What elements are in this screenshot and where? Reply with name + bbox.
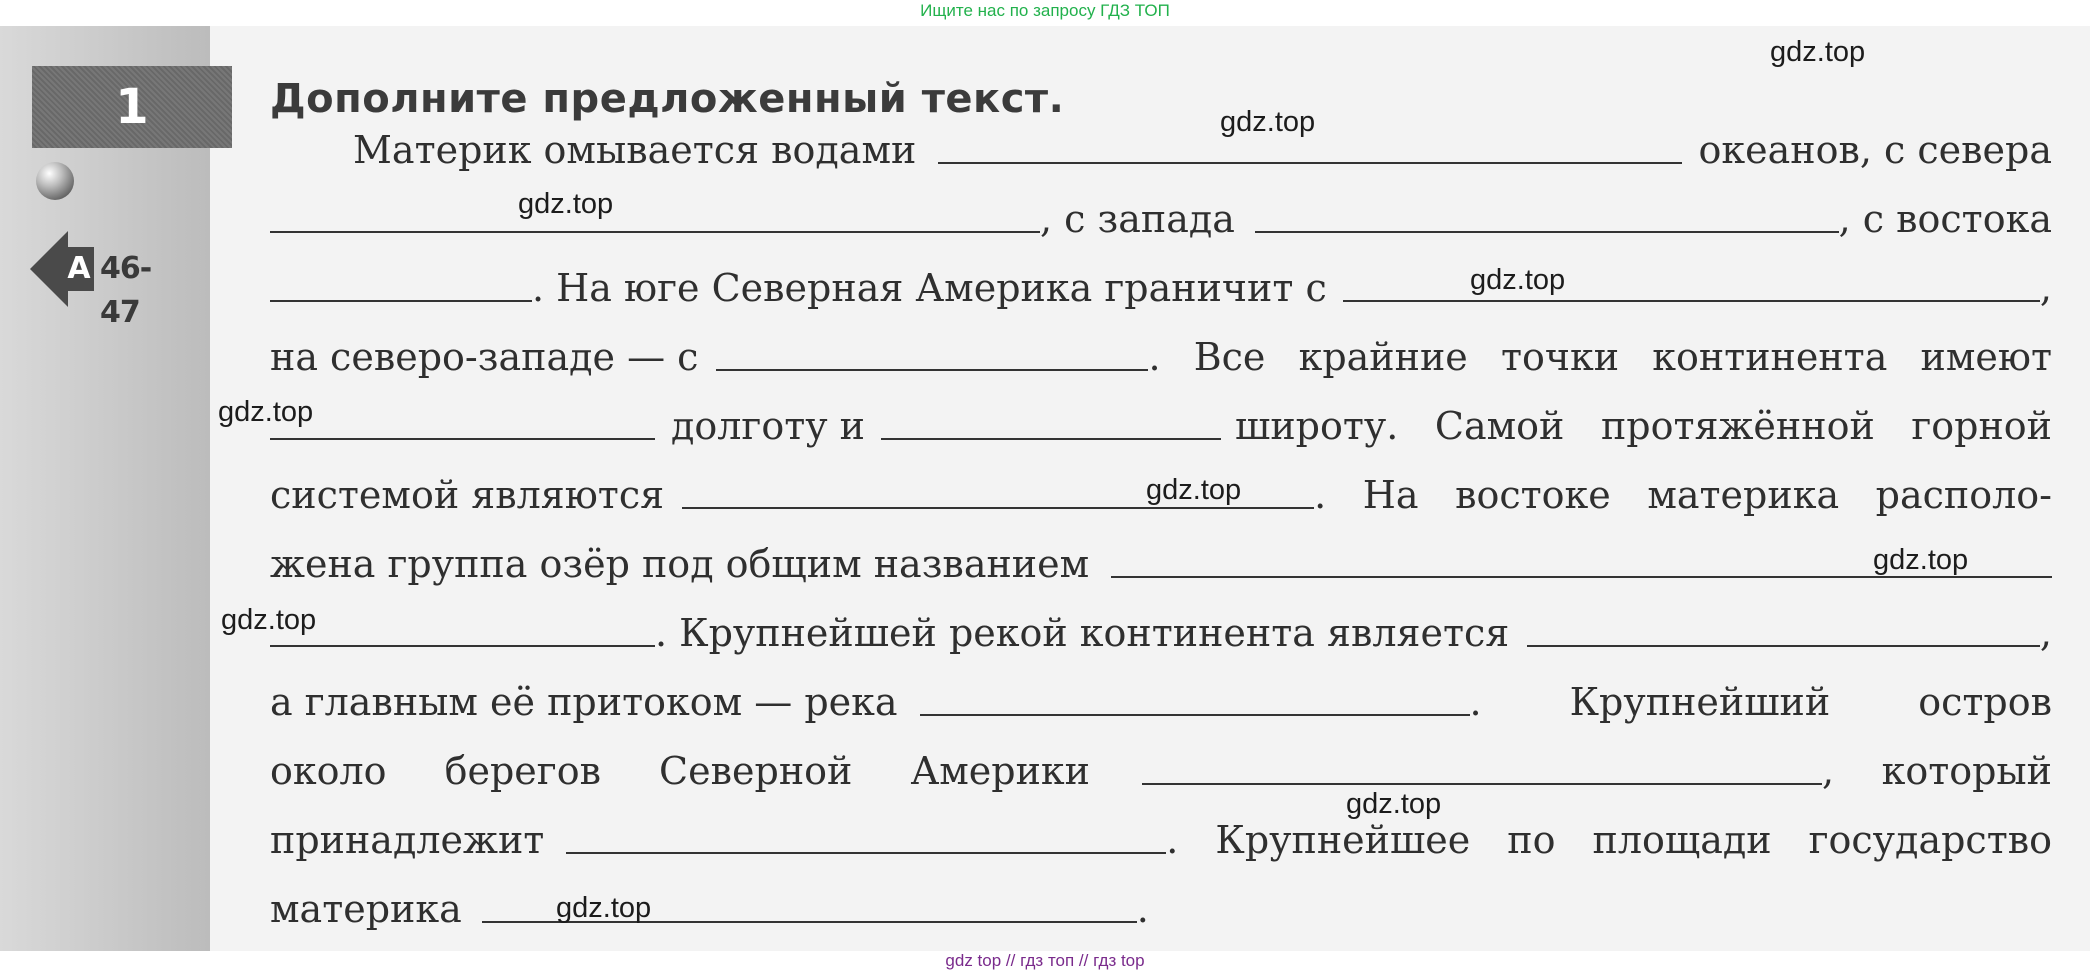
watermark: gdz.top — [221, 604, 317, 636]
atlas-pages: 46-47 — [100, 251, 152, 330]
text-segment: . Крупнейшей рекой континента является — [655, 611, 1510, 655]
watermark: gdz.top — [1346, 788, 1442, 820]
answer-blank-east[interactable] — [270, 300, 532, 302]
watermark: gdz.top — [1873, 544, 1969, 576]
watermark: gdz.top — [556, 892, 652, 924]
atlas-letter: А — [64, 247, 94, 291]
text-segment: , с запада — [1040, 197, 1235, 241]
sphere-icon — [36, 162, 74, 200]
watermark: gdz.top — [1770, 36, 1866, 68]
text-segment: на северо-западе — с — [270, 335, 699, 379]
text-line-12 — [270, 879, 2052, 931]
text-segment: долготу и — [671, 404, 865, 448]
text-line-8 — [270, 603, 2052, 655]
bottom-banner[interactable]: gdz top // гдз топ // гдз top — [945, 951, 1145, 970]
text-segment: . Крупнейший остров — [1469, 680, 2052, 724]
text-segment: жена группа озёр под общим названием — [270, 542, 1090, 586]
answer-blank-northwest-border[interactable] — [716, 369, 1148, 371]
answer-blank-tributary[interactable] — [920, 714, 1470, 716]
text-segment: , — [2039, 266, 2052, 310]
watermark: gdz.top — [1146, 474, 1242, 506]
text-segment: материка — [270, 887, 462, 931]
answer-blank-oceans[interactable] — [938, 162, 1682, 164]
text-line-5 — [270, 396, 2052, 448]
text-segment: около берегов Северной Америки — [270, 749, 1090, 793]
text-line-1 — [270, 120, 2052, 172]
answer-blank-island[interactable] — [1142, 783, 1822, 785]
answer-blank-island-owner[interactable] — [566, 852, 1166, 854]
text-segment: . Крупнейшее по площади государство — [1166, 818, 2052, 862]
text-segment: широту. Самой протяжённой горной — [1235, 404, 2052, 448]
text-segment: , с востока — [1838, 197, 2052, 241]
text-segment: . На юге Северная Америка граничит с — [532, 266, 1327, 310]
watermark: gdz.top — [1220, 106, 1316, 138]
text-segment: принадлежит — [270, 818, 545, 862]
text-segment: а главным её притоком — река — [270, 680, 898, 724]
page-margin-strip — [0, 26, 210, 951]
text-line-3 — [270, 258, 2052, 310]
answer-blank-west[interactable] — [1255, 231, 1839, 233]
answer-blank-mountain-system[interactable] — [682, 507, 1314, 509]
text-line-9 — [270, 672, 2052, 724]
watermark: gdz.top — [518, 188, 614, 220]
answer-blank-lakes-cont[interactable] — [270, 645, 655, 647]
task-number-badge: 1 — [32, 66, 232, 148]
text-segment: Материк омывается водами — [353, 128, 917, 172]
top-banner[interactable]: Ищите нас по запросу ГДЗ ТОП — [920, 1, 1170, 20]
text-segment: системой являются — [270, 473, 665, 517]
text-line-4 — [270, 327, 2052, 379]
answer-blank-south-border[interactable] — [1343, 300, 2040, 302]
watermark: gdz.top — [218, 396, 314, 428]
text-segment: . — [1136, 887, 1149, 931]
workbook-page — [0, 26, 2090, 951]
text-line-11 — [270, 810, 2052, 862]
text-segment: , — [2039, 611, 2052, 655]
answer-blank-latitude[interactable] — [881, 438, 1221, 440]
text-segment: , который — [1822, 749, 2052, 793]
atlas-reference — [30, 231, 190, 330]
text-segment: океанов, с севера — [1698, 128, 2052, 172]
text-segment: . Все крайние точки континента имеют — [1148, 335, 2052, 379]
answer-blank-longitude[interactable] — [270, 438, 655, 440]
text-line-7 — [270, 534, 2052, 586]
text-line-10 — [270, 741, 2052, 793]
text-segment: . На востоке материка располо- — [1314, 473, 2052, 517]
arrow-left-icon — [30, 231, 68, 307]
answer-blank-largest-river[interactable] — [1527, 645, 2040, 647]
task-heading: Дополните предложенный текст. — [270, 76, 1065, 122]
answer-blank-north[interactable] — [270, 231, 1040, 233]
watermark: gdz.top — [1470, 264, 1566, 296]
